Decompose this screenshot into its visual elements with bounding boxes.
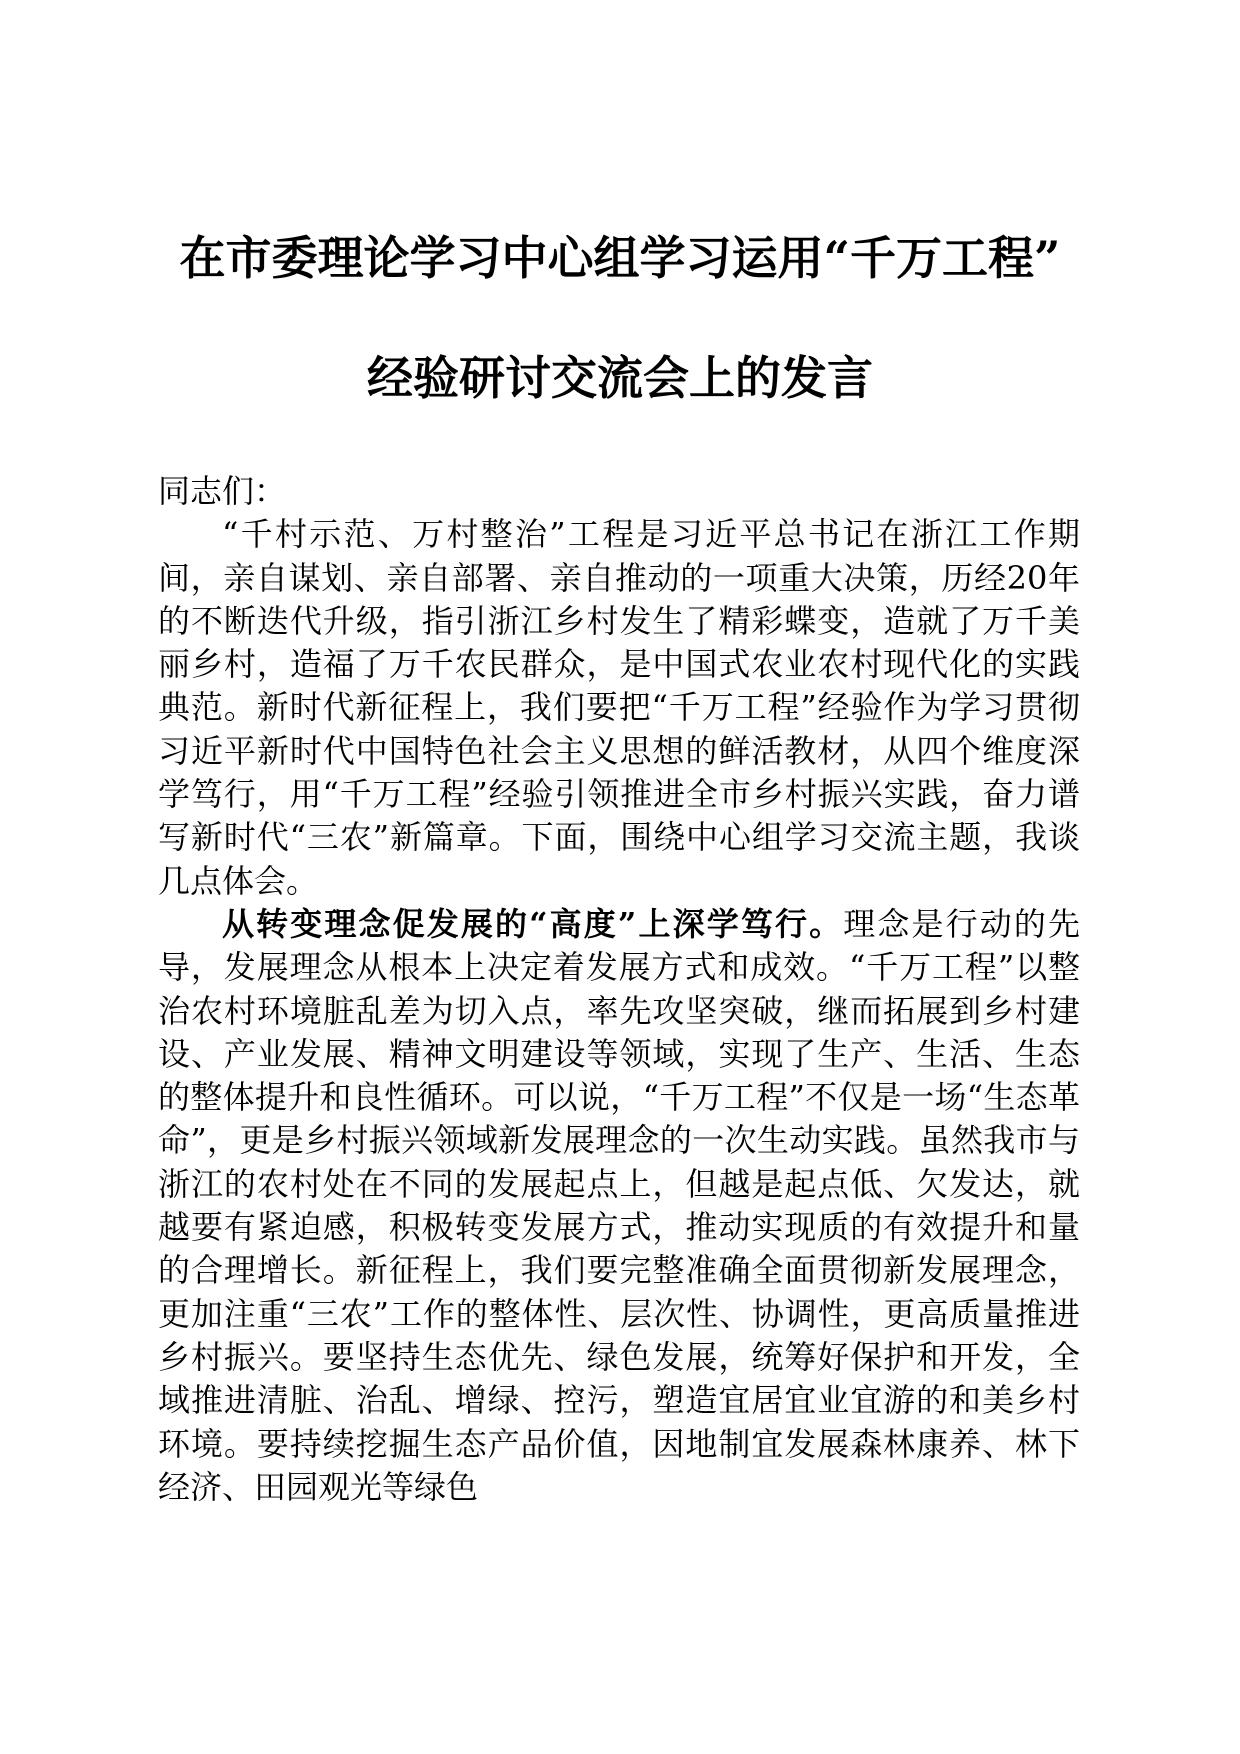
document-title-line-1: 在市委理论学习中心组学习运用“千万工程” (179, 231, 1061, 285)
paragraph-section-1 (158, 903, 1080, 1509)
salutation: 同志们： (158, 472, 287, 510)
paragraph-intro (158, 513, 1080, 903)
section-1-heading: 从转变理念促发展的“高度”上深学笃行。 (222, 904, 844, 943)
paragraph-intro-text: “千村示范、万村整治”工程是习近平总书记在浙江工作期间，亲自谋划、亲自部署、亲自推动的一项重大决策，历经20年的不断迭代升级，指引浙江乡村发生了精彩蝶变，造就了万千美丽乡村，造福了万千农民群众，是中国式农业农村现代化的实践典范。新时代新征程上，我们要把“千万工程”经验作为学习贯彻习近平新时代中国特色社会主义思想的鲜活教材，从四个维度深学笃行，用“千万工程”经验引领推进全市乡村振兴实践，奋力谱写新时代“三农”新篇章。下面，围绕中心组学习交流主题，我谈几点体会。 (158, 515, 1080, 900)
document-title-line-2: 经验研讨交流会上的发言 (367, 351, 873, 405)
section-1-text: 理念是行动的先导，发展理念从根本上决定着发展方式和成效。“千万工程”以整治农村环境脏乱差为切入点，率先攻坚突破，继而拓展到乡村建设、产业发展、精神文明建设等领域，实现了生产、生活、生态的整体提升和良性循环。可以说，“千万工程”不仅是一场“生态革命”，更是乡村振兴领域新发展理念的一次生动实践。虽然我市与浙江的农村处在不同的发展起点上，但越是起点低、欠发达，就越要有紧迫感，积极转变发展方式，推动实现质的有效提升和量的合理增长。新征程上，我们要完整准确全面贯彻新发展理念，更加注重“三农”工作的整体性、层次性、协调性，更高质量推进乡村振兴。要坚持生态优先、绿色发展，统筹好保护和开发，全域推进清脏、治乱、增绿、控污，塑造宜居宜业宜游的和美乡村环境。要持续挖掘生态产品价值，因地制宜发展森林康养、林下经济、田园观光等绿色 (158, 904, 1080, 1506)
document-body (158, 470, 1080, 1509)
